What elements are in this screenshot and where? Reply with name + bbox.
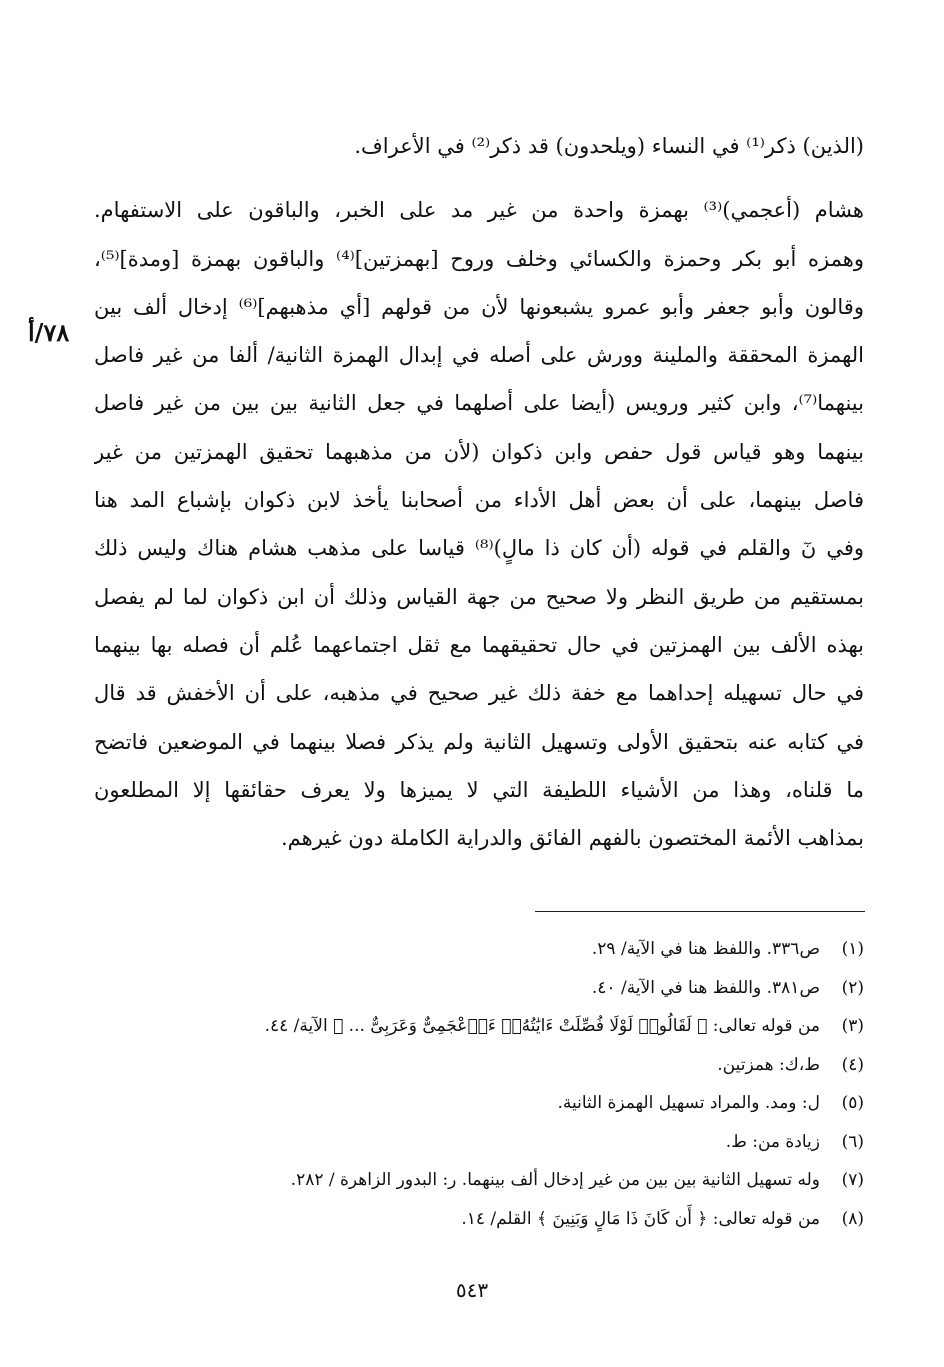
footnote <box>44 1123 864 1162</box>
manuscript-folio-note: ٧٨/أ <box>28 318 70 347</box>
footnote <box>44 969 864 1008</box>
footnote <box>44 1007 864 1046</box>
footnote-number: (٢) <box>841 977 864 998</box>
footnote <box>44 1046 864 1085</box>
page-number: ٥٤٣ <box>455 1278 489 1302</box>
text-line: بمستقيم من طريق النظر ولا صحيح من جهة القياس وذلك أن ابن ذكوان لما لم يفصل <box>94 584 864 609</box>
footnote-text: ص٣٣٦. واللفظ هنا في الآية/ ٢٩. <box>591 939 820 959</box>
text-line: ما قلناه، وهذا من الأشياء اللطيفة التي لا يميزها ولا يعرف حقائقها إلا المطلعون <box>94 777 864 802</box>
footnote-number: (١) <box>841 939 864 959</box>
text-line: وهمزه أبو بكر وحمزة والكسائي وخلف وروح [بهمزتين]⁽⁴⁾ والباقون بهمزة [ومدة]⁽⁵⁾، <box>94 246 864 271</box>
footnotes <box>44 930 864 1238</box>
text-line: بمذاهب الأئمة المختصون بالفهم الفائق والدراية الكاملة دون غيرهم. <box>281 826 864 851</box>
text-line: في حال تسهيله إحداهما مع خفة ذلك غير صحيح في مذهبه، على أن الأخفش قد قال <box>94 681 864 706</box>
text-line: وقالون وأبو جعفر وأبو عمرو يشبعونها لأن من قولهم [أي مذهبهم]⁽⁶⁾ إدخال ألف بين <box>94 294 864 319</box>
footnote-text: ل: ومد. والمراد تسهيل الهمزة الثانية. <box>557 1093 820 1113</box>
footnote-text: من قوله تعالى: ﴿ أَن كَانَ ذَا مَالٍ وَبَنِينَ ﴾ القلم/ ١٤. <box>461 1208 820 1229</box>
text-line: في كتابه عنه بتحقيق الأولى وتسهيل الثانية ولم يذكر فصلا بينهما في الموضعين فاتضح <box>94 729 864 754</box>
footnote-text: من قوله تعالى: ﴿ لَقَالُوا۟ لَوْلَا فُصِّلَتْ ءَايَٰتُهُۥٓ ءَا۬عْجَمِىٌّ وَعَرَبِىٌّ ... ﴾ الآية/ ٤٤. <box>264 1016 820 1036</box>
text-line: (الذين) ذكر⁽¹⁾ في النساء (ويلحدون) قد ذكر⁽²⁾ في الأعراف. <box>354 134 864 158</box>
footnote <box>44 930 864 969</box>
text-line: الهمزة المحققة والملينة وورش على أصله في إبدال الهمزة الثانية/ ألفا من غير فاصل <box>94 343 864 368</box>
footnote-number: (٨) <box>841 1208 864 1229</box>
main-text <box>94 122 864 862</box>
footnote-number: (٦) <box>841 1131 864 1152</box>
footnote-separator <box>535 911 865 912</box>
footnote-text: زيادة من: ط. <box>725 1131 820 1152</box>
text-line: بينهما⁽⁷⁾، وابن كثير ورويس (أيضا على أصلهما في جعل الثانية بين بين من غير فاصل <box>94 391 864 416</box>
text-line: وفي نٓ والقلم في قوله (أن كان ذا مالٍ)⁽⁸⁾ قياسا على مذهب هشام هناك وليس ذلك <box>94 536 864 561</box>
text-line: فاصل بينهما، على أن بعض أهل الأداء من أصحابنا يأخذ لابن ذكوان بإشباع المد هنا <box>94 488 864 513</box>
footnote-number: (٧) <box>841 1170 864 1190</box>
footnote <box>44 1161 864 1200</box>
footnote-number: (٤) <box>841 1054 864 1075</box>
text-line: بينهما وهو قياس قول حفص وابن ذكوان (لأن من مذهبهما تحقيق الهمزتين من غير <box>94 439 864 464</box>
footnote-text: وله تسهيل الثانية بين بين من غير إدخال ألف بينهما. ر: البدور الزاهرة / ٢٨٢. <box>290 1170 820 1190</box>
text-line: بهذه الألف بين الهمزتين في حال تحقيقهما مع ثقل اجتماعهما عُلم أن فصله بها بينهما <box>94 632 864 657</box>
footnote-number: (٥) <box>841 1093 864 1113</box>
footnote <box>44 1200 864 1239</box>
footnote-text: ط،ك: همزتين. <box>717 1054 820 1075</box>
footnote <box>44 1084 864 1123</box>
footnote-text: ص٣٨١. واللفظ هنا في الآية/ ٤٠. <box>591 977 820 998</box>
text-line: هشام (أعجمي)⁽³⁾ بهمزة واحدة من غير مد على الخبر، والباقون على الاستفهام. <box>94 198 864 223</box>
footnote-number: (٣) <box>841 1016 864 1036</box>
